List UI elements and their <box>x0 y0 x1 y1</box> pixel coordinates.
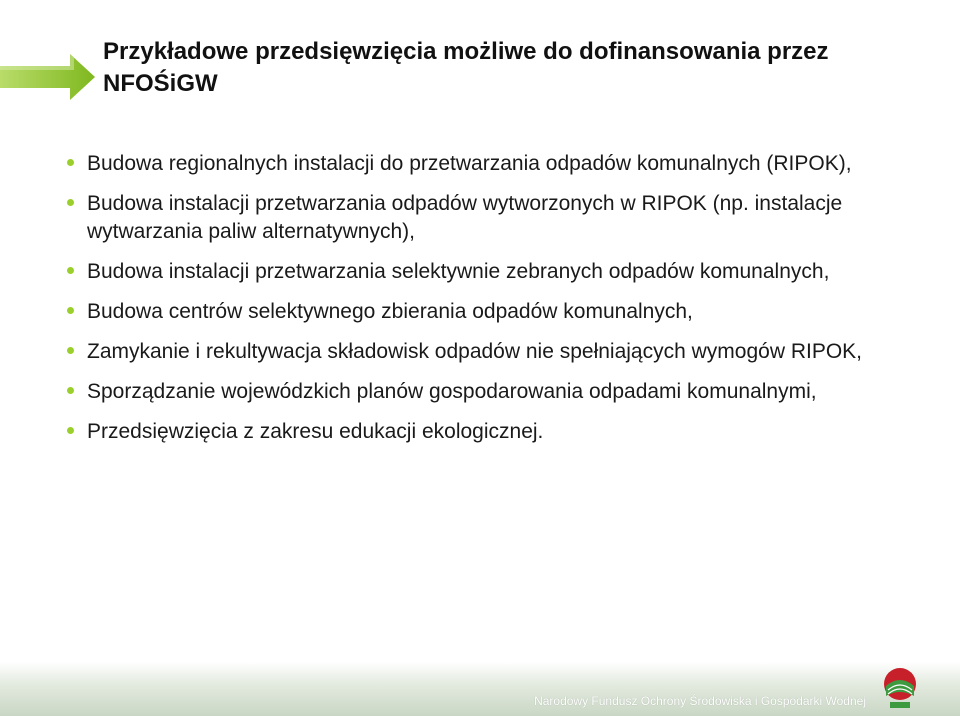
bullet-icon <box>67 159 74 166</box>
bullet-icon <box>67 267 74 274</box>
bullet-icon <box>67 347 74 354</box>
bullet-icon <box>67 199 74 206</box>
list-item-text: Budowa instalacji przetwarzania selektywnie zebranych odpadów komunalnych, <box>87 260 830 283</box>
list-item <box>60 258 890 286</box>
list-item-text: Zamykanie i rekultywacja składowisk odpadów nie spełniających wymogów RIPOK, <box>87 340 863 363</box>
footer-organization: Narodowy Fundusz Ochrony Środowiska i Gospodarki Wodnej <box>534 694 866 708</box>
list-item-text: Budowa instalacji przetwarzania odpadów wytworzonych w RIPOK (np. instalacje wytwarzania paliw alternatywnych), <box>87 192 843 243</box>
bullet-icon <box>67 427 74 434</box>
list-item <box>60 298 890 326</box>
list-item <box>60 378 890 406</box>
list-item-text: Budowa regionalnych instalacji do przetwarzania odpadów komunalnych (RIPOK), <box>87 152 852 175</box>
nfosigw-logo-icon <box>880 666 920 712</box>
list-item-text: Budowa centrów selektywnego zbierania odpadów komunalnych, <box>87 300 693 323</box>
list-item <box>60 418 890 446</box>
bullet-list <box>60 150 890 458</box>
list-item <box>60 190 890 246</box>
arrow-right-icon <box>0 52 95 102</box>
bullet-icon <box>67 387 74 394</box>
slide-title: Przykładowe przedsięwzięcia możliwe do dofinansowania przez NFOŚiGW <box>103 38 829 97</box>
bullet-icon <box>67 307 74 314</box>
list-item-text: Sporządzanie wojewódzkich planów gospodarowania odpadami komunalnymi, <box>87 380 817 403</box>
list-item-text: Przedsięwzięcia z zakresu edukacji ekologicznej. <box>87 420 544 443</box>
list-item <box>60 338 890 366</box>
list-item <box>60 150 890 178</box>
